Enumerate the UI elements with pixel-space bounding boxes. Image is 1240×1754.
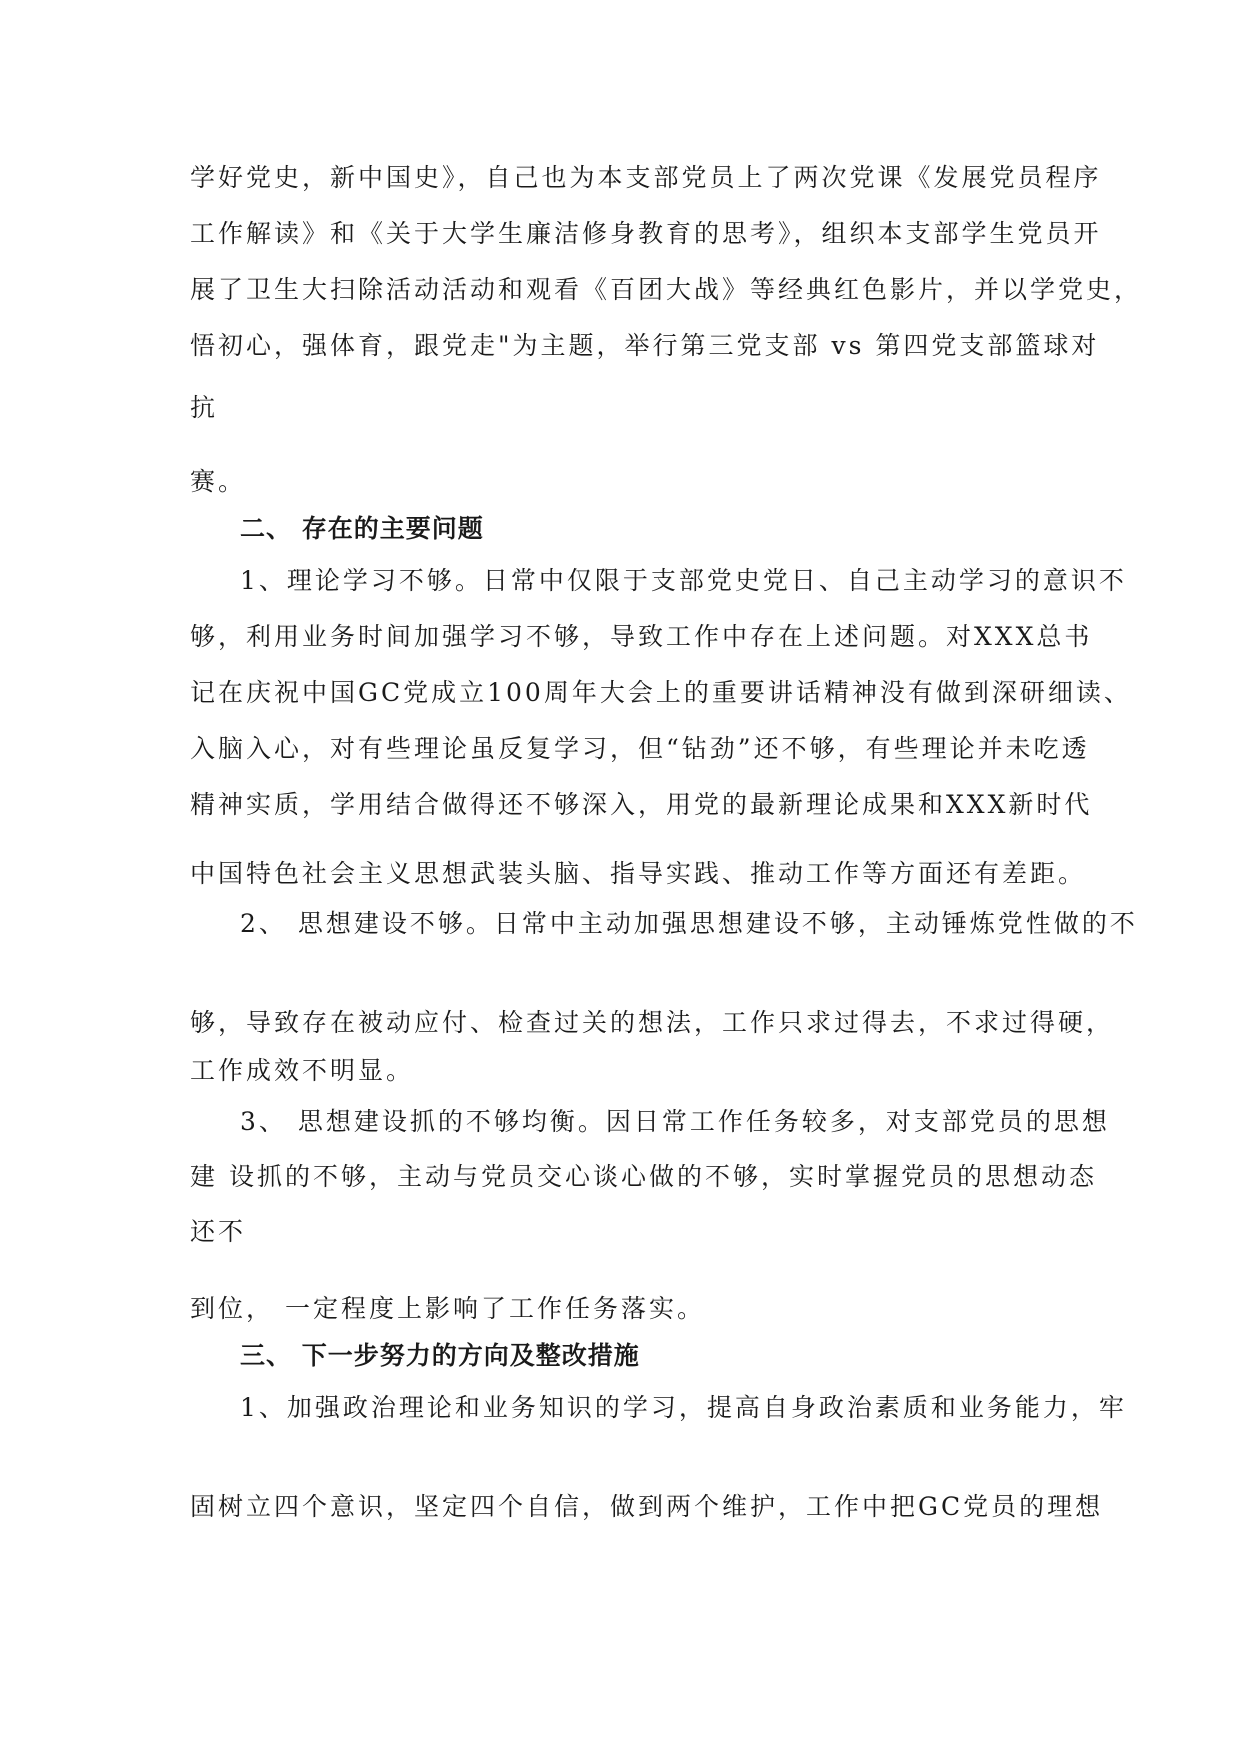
paragraph-line: 工作解读》和《关于大学生廉洁修身教育的思考》，组织本支部学生党员开 [190, 219, 1102, 248]
paragraph-line: 建 设抓的不够，主动与党员交心谈心做的不够，实时掌握党员的思想动态 [190, 1162, 1097, 1191]
paragraph-line: 够，导致存在被动应付、检查过关的想法，工作只求过得去，不求过得硬， [190, 1008, 1115, 1037]
paragraph-line: 展了卫生大扫除活动活动和观看《百团大战》等经典红色影片，并以学党史， [190, 275, 1143, 304]
paragraph-line: 到位， 一定程度上影响了工作任务落实。 [190, 1294, 705, 1323]
paragraph-line: 还不 [190, 1217, 247, 1246]
paragraph-line: 够，利用业务时间加强学习不够，导致工作中存在上述问题。对XXX总书 [190, 622, 1093, 651]
section-heading-3: 三、 下一步努力的方向及整改措施 [240, 1341, 640, 1370]
paragraph-line: 2、 思想建设不够。日常中主动加强思想建设不够，主动锤炼党性做的不 [240, 909, 1138, 938]
paragraph-line: 3、 思想建设抓的不够均衡。因日常工作任务较多，对支部党员的思想 [240, 1107, 1110, 1136]
paragraph-line: 1、加强政治理论和业务知识的学习，提高自身政治素质和业务能力，牢 [240, 1393, 1127, 1422]
paragraph-line: 记在庆祝中国GC党成立100周年大会上的重要讲话精神没有做到深研细读、 [190, 678, 1132, 707]
paragraph-line: 悟初心，强体育，跟党走"为主题，举行第三党支部 vs 第四党支部篮球对 [190, 331, 1100, 360]
paragraph-line: 固树立四个意识，坚定四个自信，做到两个维护，工作中把GC党员的理想 [190, 1492, 1104, 1521]
paragraph-line: 中国特色社会主义思想武装头脑、指导实践、推动工作等方面还有差距。 [190, 859, 1087, 888]
section-heading-2: 二、 存在的主要问题 [240, 514, 484, 543]
paragraph-line: 抗 [190, 393, 219, 422]
paragraph-line: 精神实质，学用结合做得还不够深入，用党的最新理论成果和XXX新时代 [190, 790, 1093, 819]
paragraph-line: 入脑入心，对有些理论虽反复学习，但“钻劲”还不够，有些理论并未吃透 [190, 734, 1090, 763]
paragraph-line: 赛。 [190, 467, 247, 496]
paragraph-line: 学好党史，新中国史》，自己也为本支部党员上了两次党课《发展党员程序 [190, 163, 1102, 192]
paragraph-line: 工作成效不明显。 [190, 1056, 415, 1085]
paragraph-line: 1、理论学习不够。日常中仅限于支部党史党日、自己主动学习的意识不 [240, 566, 1127, 595]
